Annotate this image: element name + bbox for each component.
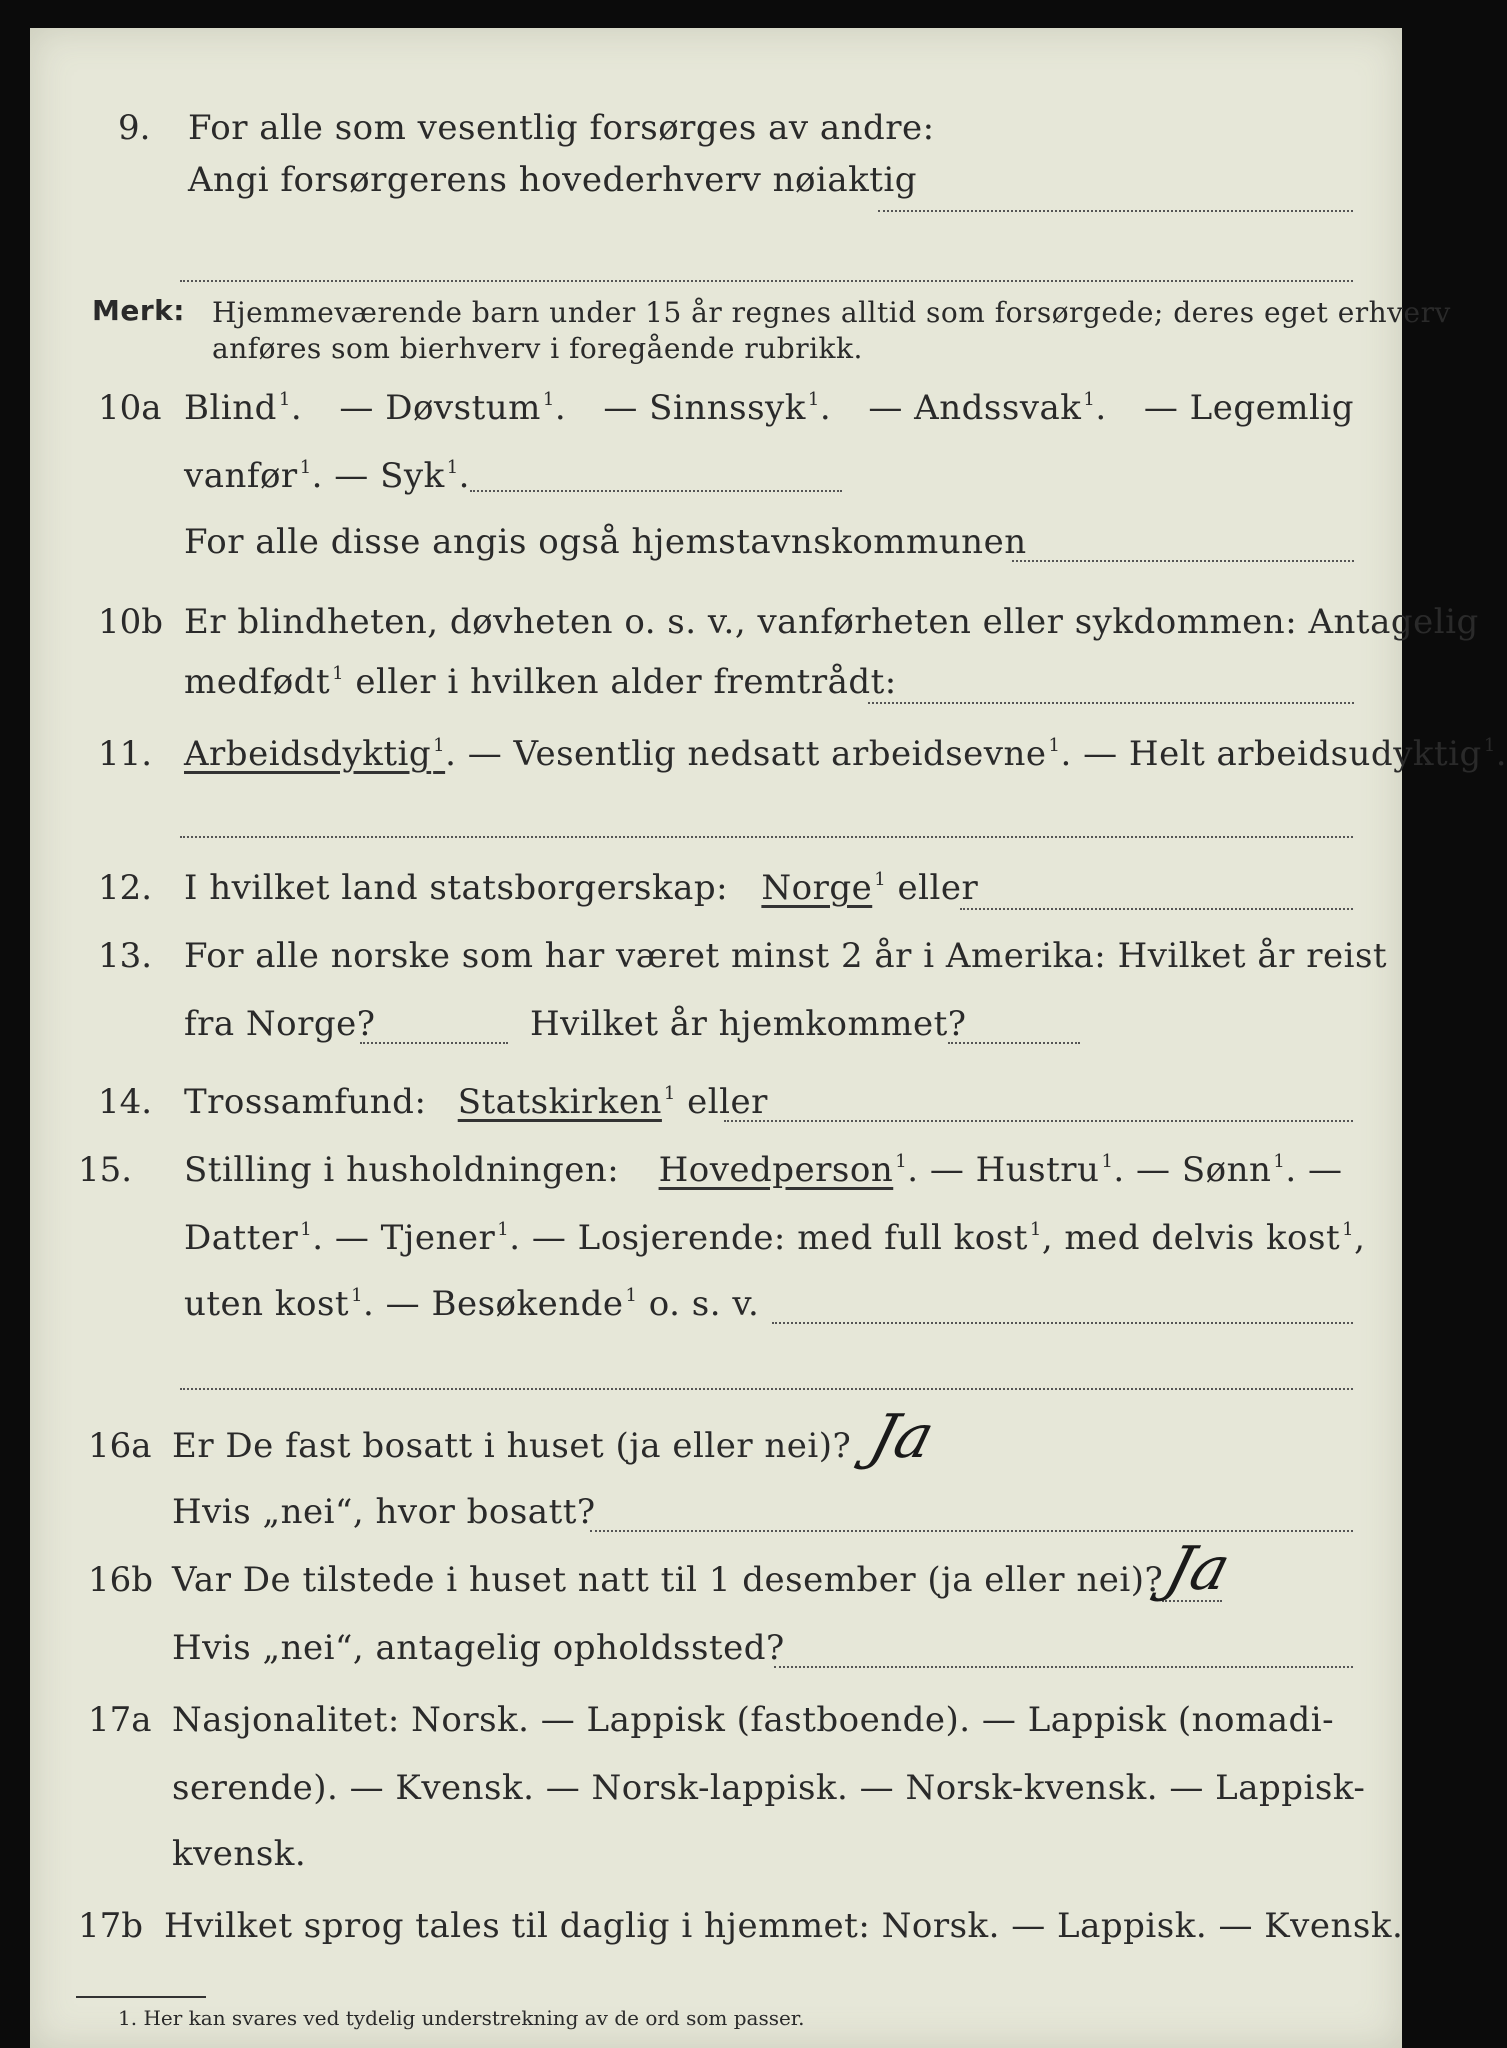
q15-answer-line-2[interactable] (180, 1386, 1353, 1390)
merk-label: Merk: (92, 294, 185, 327)
q10b-line2: medfødt $^1$ eller i hvilken alder fremtrådt: (184, 662, 897, 702)
q12-number: 12. (98, 868, 153, 908)
q16a-line1: Er De fast bosatt i huset (ja eller nei)? (172, 1426, 852, 1466)
merk-line1: Hjemmeværende barn under 15 år regnes alltid som forsørgede; deres eget erhverv (212, 296, 1451, 329)
q10b-line1: Er blindheten, døvheten o. s. v., vanførheten eller sykdommen: Antagelig (184, 602, 1479, 642)
q17a-line3: kvensk. (172, 1834, 307, 1874)
option-hovedperson-underlined: Hovedperson (658, 1150, 894, 1190)
q13-reist-line[interactable] (360, 1040, 508, 1044)
q15-number: 15. (78, 1150, 133, 1190)
q12-line: I hvilket land statsborgerskap: Norge $^1$ eller (184, 868, 979, 908)
option-dovstum: — Døvstum $^1$. (339, 388, 567, 428)
q17b-number: 17b (78, 1906, 144, 1946)
q10b-number: 10b (98, 602, 164, 642)
q13-number: 13. (98, 936, 153, 976)
q17a-line2: serende). — Kvensk. — Norsk-lappisk. — Norsk-kvensk. — Lappisk- (172, 1768, 1366, 1808)
option-andssvak: — Andssvak $^1$. (868, 388, 1107, 428)
q13-hjem: Hvilket år hjemkommet? (530, 1004, 967, 1044)
q14-number: 14. (98, 1082, 153, 1122)
q11-number: 11. (98, 734, 153, 774)
q10b-answer-line[interactable] (868, 700, 1354, 704)
q9-answer-line[interactable] (878, 208, 1353, 212)
q16a-number: 16a (88, 1426, 152, 1466)
q16a-handwritten-answer: Ja (862, 1402, 942, 1472)
q11-line: Arbeidsdyktig $^1$. — Vesentlig nedsatt arbeidsevne $^1$. — Helt arbeidsudyktig $^1$. (184, 734, 1507, 774)
q13-line1: For alle norske som har været minst 2 år i Amerika: Hvilket år reist (184, 936, 1388, 976)
q9-line1: For alle som vesentlig forsørges av andre: (188, 108, 935, 148)
q9-answer-line-2[interactable] (180, 278, 1353, 282)
q16b-opholdssted-line[interactable] (774, 1664, 1353, 1668)
q13-fra: fra Norge? (184, 1004, 376, 1044)
q10a-answer-line[interactable] (470, 488, 842, 492)
q11-answer-line[interactable] (180, 834, 1353, 838)
q10a-line2 (184, 456, 470, 496)
option-arbeidsdyktig-underlined: Arbeidsdyktig $^1$ (184, 734, 446, 774)
q16a-answer-line[interactable] (590, 1528, 1353, 1532)
q15-line1: Stilling i husholdningen: Hovedperson $^1$. — Hustru $^1$. — Sønn $^1$. — (184, 1150, 1343, 1190)
q16a-line2: Hvis „nei“, hvor bosatt? (172, 1492, 596, 1532)
q12-answer-line[interactable] (960, 906, 1353, 910)
q17a-line1: Nasjonalitet: Norsk. — Lappisk (fastboende). — Lappisk (nomadi- (172, 1700, 1335, 1740)
option-blind: Blind $^1$. (184, 388, 303, 428)
q16b-line1: Var De tilstede i huset natt til 1 desember (ja eller nei)? (172, 1560, 1164, 1600)
q10a-number: 10a (98, 388, 162, 428)
q15-line3: uten kost $^1$. — Besøkende $^1$ o. s. v. (184, 1284, 760, 1324)
option-statskirken-underlined: Statskirken (457, 1082, 662, 1122)
q13-hjem-line[interactable] (948, 1040, 1080, 1044)
option-sinnssyk: — Sinnssyk $^1$. (603, 388, 832, 428)
census-form-page (30, 28, 1507, 2048)
footnote: 1. Her kan svares ved tydelig understrekning av de ord som passer. (118, 2006, 805, 2030)
option-legemlig: — Legemlig (1143, 388, 1354, 428)
q10a-line1 (184, 388, 1354, 428)
option-syk: — Syk $^1$. (334, 456, 470, 496)
q15-answer-line[interactable] (772, 1320, 1353, 1324)
q16b-line2: Hvis „nei“, antagelig opholdssted? (172, 1628, 785, 1668)
option-norge-underlined: Norge (761, 868, 873, 908)
option-vanfor: vanfør $^1$. (184, 456, 323, 496)
q10a-kommune-line[interactable] (1012, 558, 1354, 562)
q14-line: Trossamfund: Statskirken $^1$ eller (184, 1082, 768, 1122)
q16b-handwritten-answer: Ja (1158, 1534, 1238, 1604)
q14-answer-line[interactable] (724, 1118, 1353, 1122)
q17b-line1: Hvilket sprog tales til daglig i hjemmet: Norsk. — Lappisk. — Kvensk. (164, 1906, 1404, 1946)
q15-line2: Datter $^1$. — Tjener $^1$. — Losjerende: med full kost $^1$, med delvis kost $^1$, (184, 1218, 1366, 1258)
q16b-number: 16b (88, 1560, 154, 1600)
q9-line2: Angi forsørgerens hovederhverv nøiaktig (188, 160, 918, 200)
q17a-number: 17a (88, 1700, 152, 1740)
merk-line2: anføres som bierhverv i foregående rubrikk. (212, 332, 863, 365)
q9-number: 9. (118, 108, 151, 148)
footnote-rule (76, 1996, 206, 1998)
q10a-line3: For alle disse angis også hjemstavnskommunen (184, 522, 1027, 562)
